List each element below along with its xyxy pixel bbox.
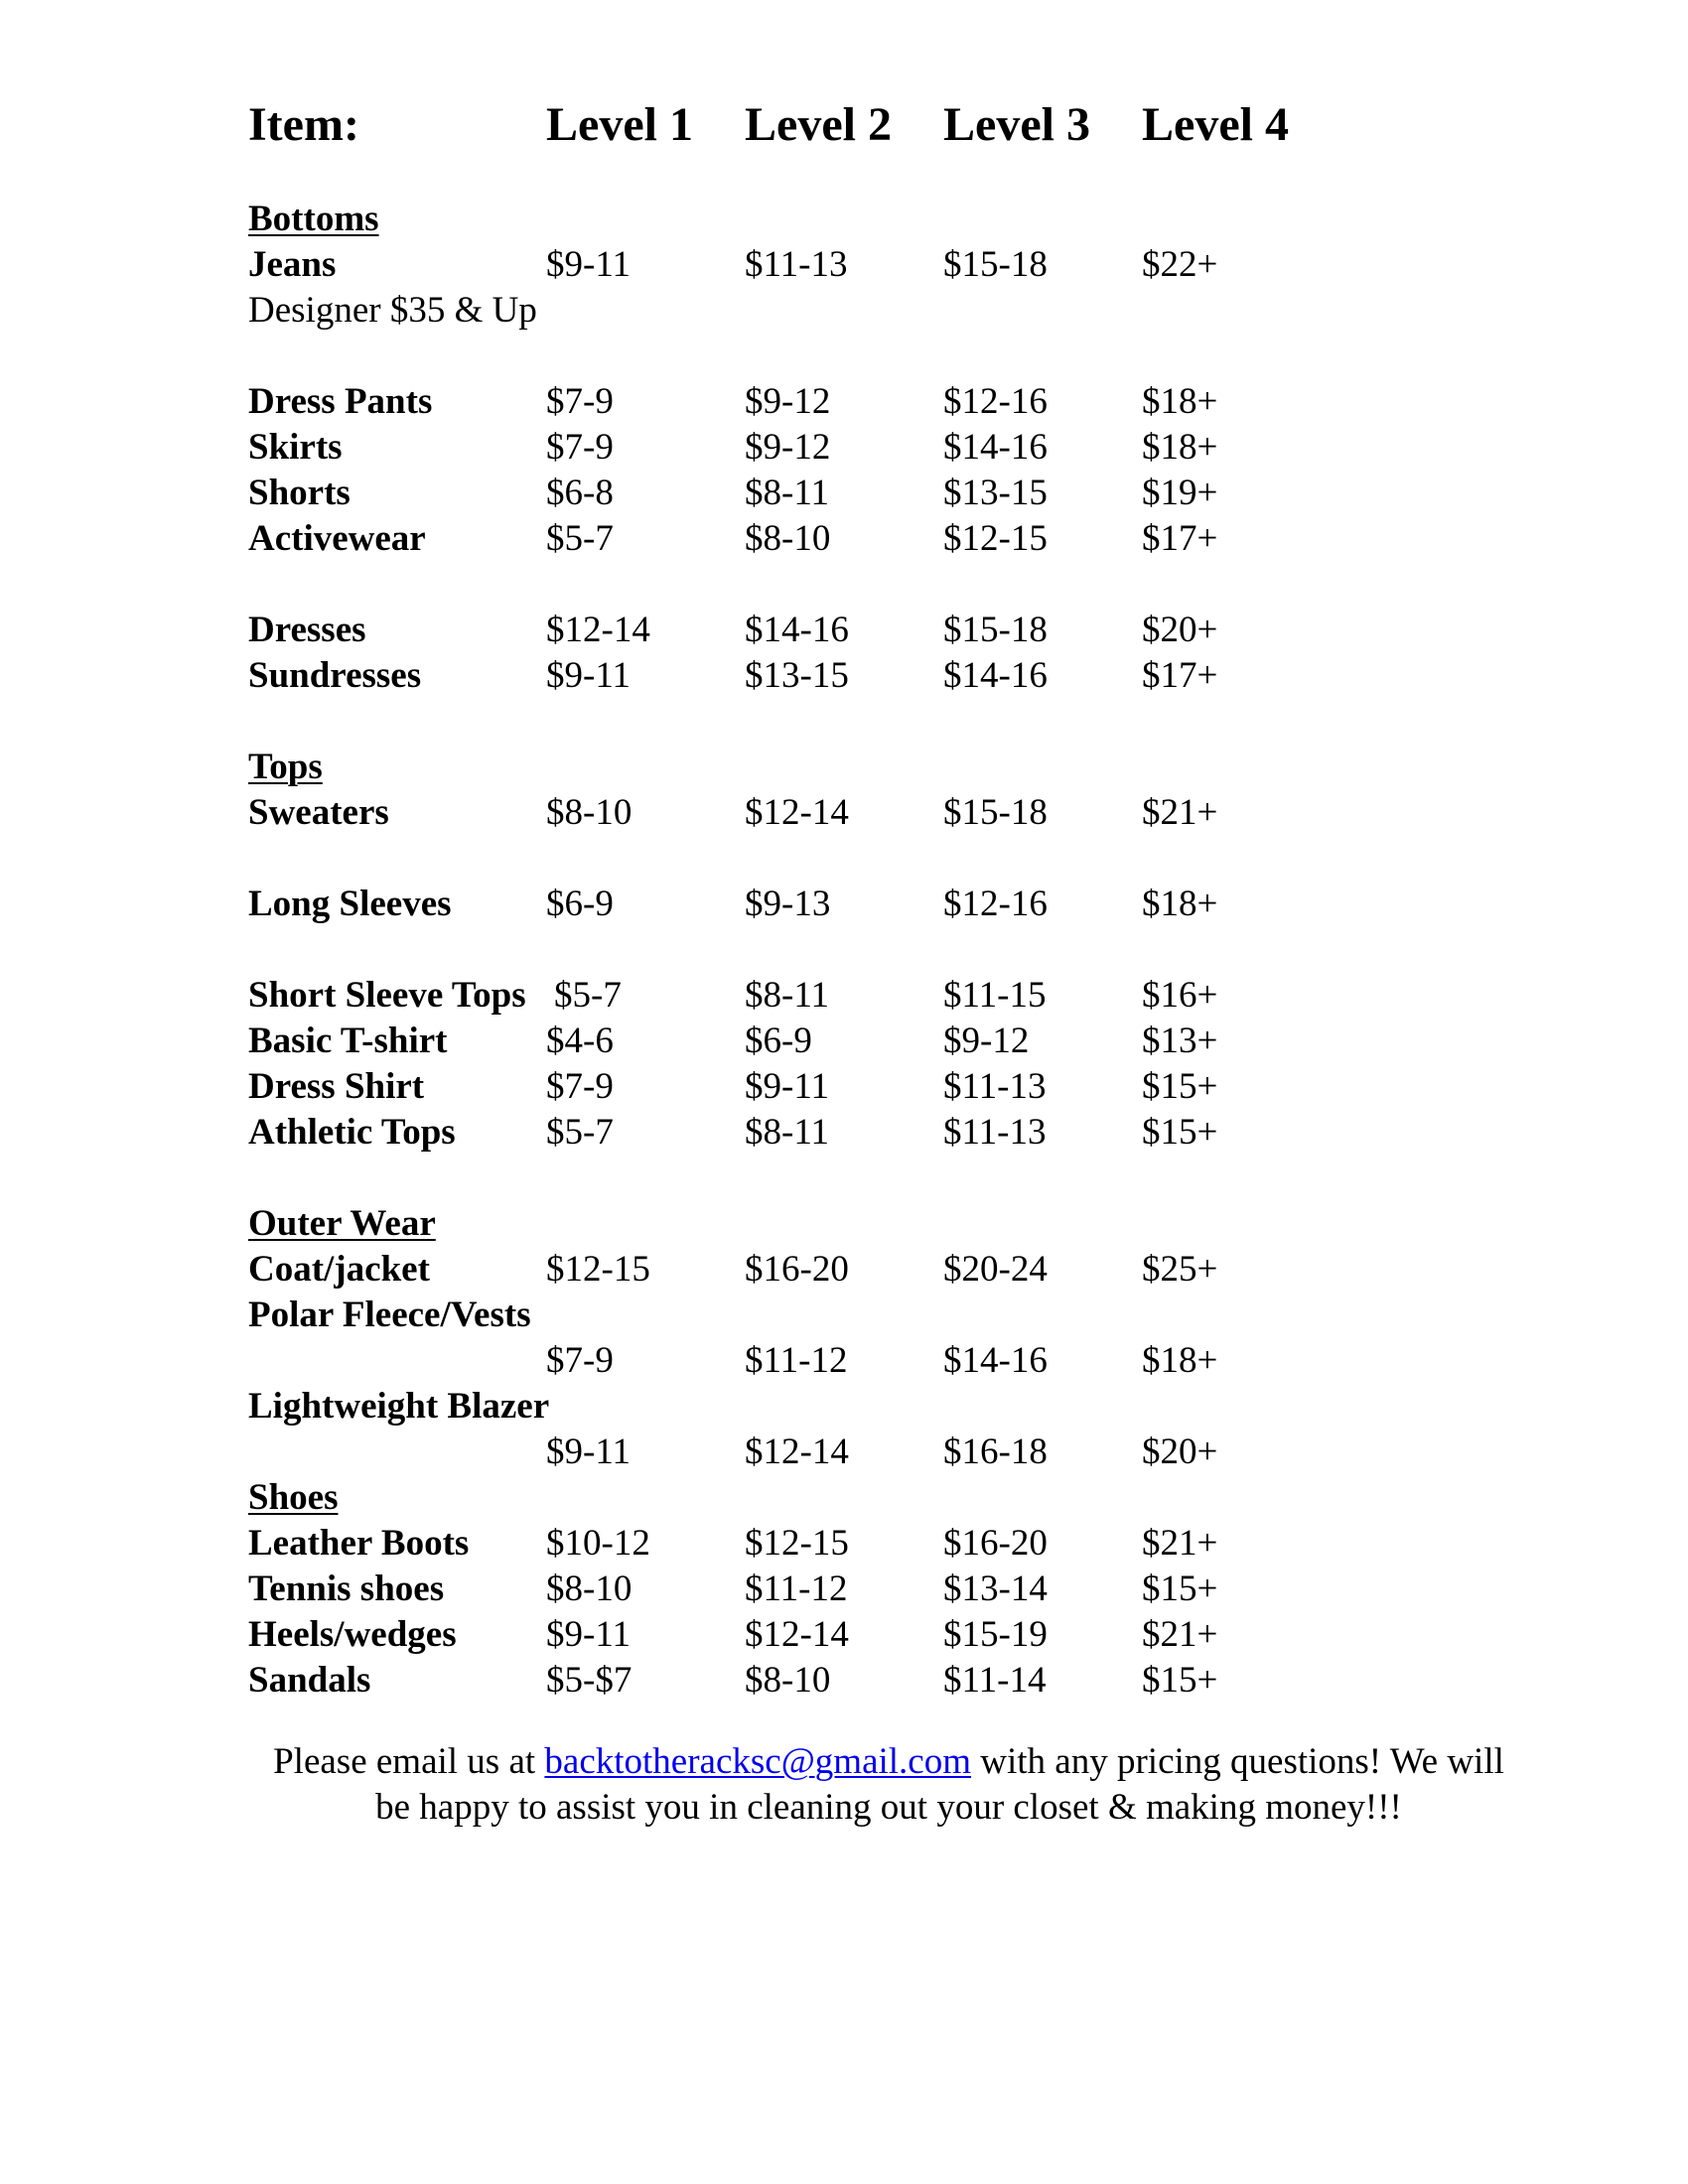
email-link[interactable]: backtotheracksc@gmail.com	[544, 1741, 972, 1782]
price-level-1: $10-12	[546, 1523, 650, 1564]
item-name: Sandals	[248, 1660, 371, 1701]
price-level-3: $20-24	[943, 1249, 1048, 1290]
table-row	[0, 471, 1688, 516]
header-item: Item:	[248, 98, 359, 151]
price-level-3: $11-14	[943, 1660, 1047, 1701]
table-row	[0, 608, 1688, 653]
price-level-1: $7-9	[546, 381, 614, 422]
table-row	[0, 1247, 1688, 1293]
price-level-1: $6-9	[546, 884, 614, 924]
table-row	[0, 1064, 1688, 1110]
price-level-4: $22+	[1142, 244, 1218, 285]
price-level-1: $8-10	[546, 792, 633, 833]
table-row	[0, 1110, 1688, 1156]
price-level-2: $11-12	[745, 1340, 848, 1381]
price-level-2: $11-13	[745, 244, 848, 285]
price-level-4: $18+	[1142, 884, 1218, 924]
price-level-3: $12-15	[943, 518, 1048, 559]
price-level-2: $8-11	[745, 975, 829, 1016]
item-name: Shorts	[248, 473, 351, 513]
table-row	[0, 1430, 1688, 1475]
price-level-4: $21+	[1142, 1614, 1218, 1655]
price-level-3: $9-12	[943, 1021, 1030, 1061]
table-row	[0, 1521, 1688, 1567]
price-level-4: $18+	[1142, 381, 1218, 422]
price-level-2: $6-9	[745, 1021, 812, 1061]
price-level-1: $5-$7	[546, 1660, 633, 1701]
price-level-1: $4-6	[546, 1021, 614, 1061]
table-row	[0, 425, 1688, 471]
table-row	[0, 973, 1688, 1019]
price-level-4: $15+	[1142, 1660, 1218, 1701]
table-row	[0, 379, 1688, 425]
price-level-1: $7-9	[546, 1340, 614, 1381]
table-row	[0, 653, 1688, 699]
item-name: Sundresses	[248, 655, 422, 696]
price-level-4: $17+	[1142, 655, 1218, 696]
price-level-3: $16-20	[943, 1523, 1048, 1564]
price-level-1: $5-7	[546, 1112, 614, 1153]
price-level-2: $14-16	[745, 610, 849, 650]
price-level-2: $11-12	[745, 1569, 848, 1609]
price-level-2: $9-13	[745, 884, 831, 924]
price-level-4: $21+	[1142, 1523, 1218, 1564]
price-level-2: $8-11	[745, 473, 829, 513]
price-level-2: $12-14	[745, 792, 849, 833]
price-level-1: $9-11	[546, 1614, 631, 1655]
table-row	[0, 882, 1688, 927]
item-name: Leather Boots	[248, 1523, 470, 1564]
table-row	[0, 1019, 1688, 1064]
price-level-4: $25+	[1142, 1249, 1218, 1290]
table-row	[0, 1612, 1688, 1658]
price-level-2: $9-12	[745, 427, 831, 468]
section-heading-shoes	[0, 1475, 1688, 1521]
price-level-4: $20+	[1142, 610, 1218, 650]
table-row	[0, 1384, 1688, 1430]
price-level-3: $15-18	[943, 244, 1048, 285]
price-level-1: $5-7	[546, 518, 614, 559]
price-level-1: $7-9	[546, 1066, 614, 1107]
price-level-2: $9-11	[745, 1066, 829, 1107]
price-level-3: $14-16	[943, 1340, 1048, 1381]
price-level-3: $15-18	[943, 610, 1048, 650]
item-name: Short Sleeve Tops	[248, 975, 526, 1016]
item-name: Tennis shoes	[248, 1569, 445, 1609]
item-name: Dress Shirt	[248, 1066, 425, 1107]
item-name: Activewear	[248, 518, 426, 559]
price-level-3: $12-16	[943, 884, 1048, 924]
price-level-4: $15+	[1142, 1066, 1218, 1107]
price-level-2: $13-15	[745, 655, 849, 696]
item-name: Lightweight Blazer	[248, 1386, 550, 1427]
section-title: Outer Wear	[248, 1203, 436, 1244]
item-name: Skirts	[248, 427, 343, 468]
price-level-3: $11-13	[943, 1066, 1047, 1107]
table-row	[0, 1338, 1688, 1384]
price-level-1: $8-10	[546, 1569, 633, 1609]
designer-note: Designer $35 & Up	[248, 290, 537, 331]
section-heading-bottoms	[0, 197, 1688, 242]
table-row	[0, 1567, 1688, 1612]
item-name: Athletic Tops	[248, 1112, 456, 1153]
price-level-1: $9-11	[546, 244, 631, 285]
header-level-3: Level 3	[943, 98, 1090, 151]
price-level-2: $8-10	[745, 518, 831, 559]
price-level-1: $12-14	[546, 610, 650, 650]
price-level-2: $8-11	[745, 1112, 829, 1153]
price-level-3: $13-15	[943, 473, 1048, 513]
contact-footer	[258, 1739, 1519, 1831]
item-name: Sweaters	[248, 792, 389, 833]
designer-note-row	[0, 288, 1688, 334]
price-level-3: $11-15	[943, 975, 1047, 1016]
price-level-4: $13+	[1142, 1021, 1218, 1061]
table-row	[0, 790, 1688, 836]
header-level-2: Level 2	[745, 98, 892, 151]
table-row	[0, 1658, 1688, 1704]
price-level-4: $17+	[1142, 518, 1218, 559]
price-level-4: $19+	[1142, 473, 1218, 513]
price-level-3: $15-19	[943, 1614, 1048, 1655]
item-name: Heels/wedges	[248, 1614, 457, 1655]
item-name: Dress Pants	[248, 381, 433, 422]
section-heading-tops	[0, 745, 1688, 790]
price-level-4: $15+	[1142, 1112, 1218, 1153]
price-level-4: $16+	[1142, 975, 1218, 1016]
item-name: Coat/jacket	[248, 1249, 430, 1290]
price-level-1: $9-11	[546, 1432, 631, 1472]
item-name: Polar Fleece/Vests	[248, 1295, 531, 1335]
price-level-2: $16-20	[745, 1249, 849, 1290]
price-level-2: $12-14	[745, 1432, 849, 1472]
table-row	[0, 1293, 1688, 1338]
price-level-2: $8-10	[745, 1660, 831, 1701]
header-level-4: Level 4	[1142, 98, 1289, 151]
price-level-1: $7-9	[546, 427, 614, 468]
price-level-4: $15+	[1142, 1569, 1218, 1609]
footer-text-after: with any pricing questions! We will be happy to assist you in cleaning out your closet & making money!!!	[375, 1741, 1504, 1828]
price-level-2: $12-14	[745, 1614, 849, 1655]
column-header-row	[0, 95, 1688, 155]
price-level-3: $12-16	[943, 381, 1048, 422]
item-name: Basic T-shirt	[248, 1021, 448, 1061]
price-level-3: $13-14	[943, 1569, 1048, 1609]
item-name: Dresses	[248, 610, 366, 650]
price-level-2: $9-12	[745, 381, 831, 422]
item-name: Jeans	[248, 244, 337, 285]
price-level-1: $9-11	[546, 655, 631, 696]
price-level-1: $12-15	[546, 1249, 650, 1290]
section-title: Bottoms	[248, 199, 379, 239]
price-level-4: $18+	[1142, 427, 1218, 468]
price-level-3: $14-16	[943, 427, 1048, 468]
price-level-3: $15-18	[943, 792, 1048, 833]
price-level-3: $14-16	[943, 655, 1048, 696]
section-title: Shoes	[248, 1477, 339, 1518]
price-level-3: $11-13	[943, 1112, 1047, 1153]
price-level-2: $12-15	[745, 1523, 849, 1564]
table-row	[0, 516, 1688, 562]
section-heading-outer-wear	[0, 1201, 1688, 1247]
table-row	[0, 242, 1688, 288]
footer-text-before: Please email us at	[273, 1741, 545, 1782]
price-level-4: $20+	[1142, 1432, 1218, 1472]
header-level-1: Level 1	[546, 98, 693, 151]
price-level-3: $16-18	[943, 1432, 1048, 1472]
price-level-1: $5-7	[554, 975, 622, 1016]
price-level-4: $18+	[1142, 1340, 1218, 1381]
section-title: Tops	[248, 747, 323, 787]
price-level-4: $21+	[1142, 792, 1218, 833]
price-level-1: $6-8	[546, 473, 614, 513]
item-name: Long Sleeves	[248, 884, 452, 924]
